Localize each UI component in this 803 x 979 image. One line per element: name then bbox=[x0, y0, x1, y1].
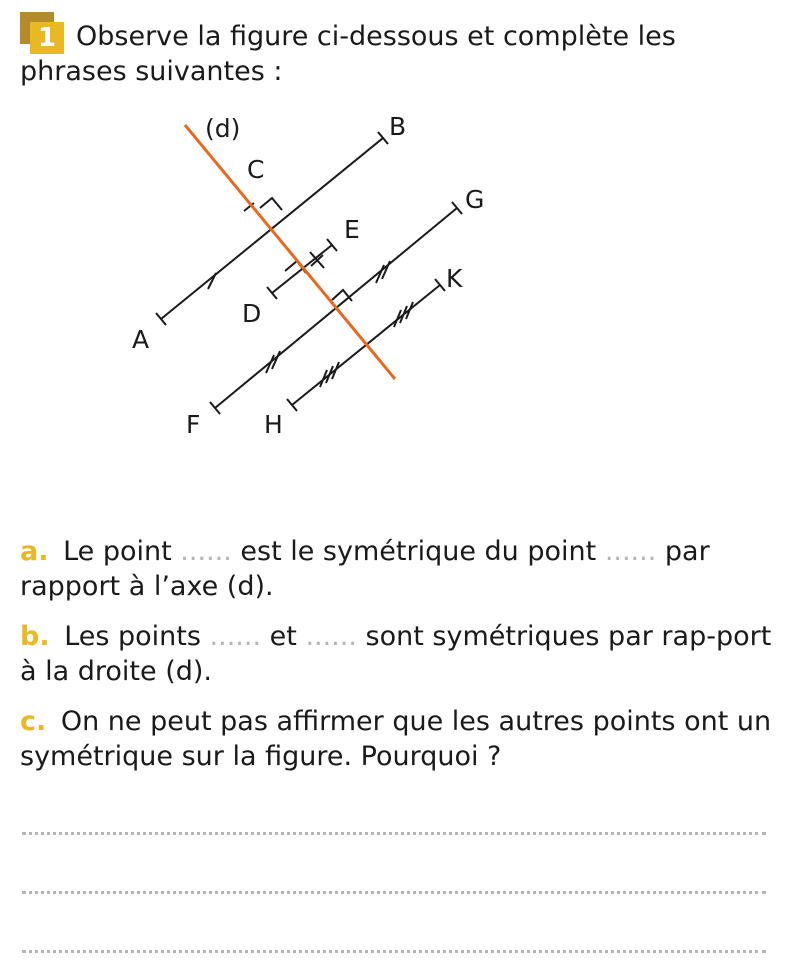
answer-line-2[interactable] bbox=[22, 891, 766, 894]
question-b-text-3: sont symétriques par rap-port à la droite (d). bbox=[20, 621, 772, 687]
question-b bbox=[20, 619, 785, 689]
point-label-f: F bbox=[186, 410, 201, 439]
axis-d-label: (d) bbox=[205, 114, 241, 143]
question-a-text-1: Le point bbox=[63, 536, 172, 567]
point-label-b: B bbox=[389, 112, 407, 141]
question-b-letter: b. bbox=[20, 621, 50, 652]
question-c-text: On ne peut pas affirmer que les autres points ont un symétrique sur la figure. Pourquoi ? bbox=[20, 706, 772, 772]
point-label-h: H bbox=[264, 410, 283, 439]
question-b-text-1: Les points bbox=[64, 621, 201, 652]
symmetry-figure bbox=[120, 105, 540, 450]
question-a-blank-2: ...... bbox=[604, 536, 657, 567]
axis-d bbox=[185, 125, 395, 379]
question-a-letter: a. bbox=[20, 536, 49, 567]
end-tick-b bbox=[378, 132, 388, 144]
exercise-number: 1 bbox=[30, 22, 64, 54]
end-tick-d bbox=[267, 287, 277, 299]
mark-triple-hk-2 bbox=[326, 366, 333, 383]
question-c bbox=[20, 704, 785, 774]
question-a-text-3: par rapport à l’axe (d). bbox=[20, 536, 710, 602]
answer-line-3[interactable] bbox=[22, 950, 766, 953]
mark-single-ab bbox=[208, 273, 216, 289]
point-label-k: K bbox=[446, 264, 463, 293]
question-b-blank-2: ...... bbox=[305, 621, 357, 652]
end-tick-h bbox=[287, 399, 297, 411]
point-label-g: G bbox=[465, 185, 485, 214]
point-label-e: E bbox=[344, 215, 360, 244]
right-angle-ab bbox=[260, 198, 282, 210]
question-a bbox=[20, 534, 785, 604]
right-angle-fg bbox=[332, 290, 352, 301]
question-a-blank-1: ...... bbox=[180, 536, 232, 567]
question-b-blank-1: ...... bbox=[209, 621, 262, 652]
end-tick-e bbox=[327, 239, 337, 251]
mark-triple-hk-5 bbox=[400, 306, 407, 323]
point-label-d: D bbox=[242, 299, 262, 328]
end-tick-k bbox=[435, 279, 445, 291]
point-label-a: A bbox=[132, 325, 150, 354]
question-a-text-2: est le symétrique du point bbox=[240, 536, 597, 567]
end-tick-f bbox=[210, 402, 220, 414]
end-tick-a bbox=[156, 313, 166, 325]
exercise-instruction: Observe la figure ci-dessous et complète les phrases suivantes : bbox=[20, 21, 676, 87]
end-tick-g bbox=[452, 202, 462, 214]
question-c-letter: c. bbox=[20, 706, 47, 737]
question-b-text-2: et bbox=[269, 621, 297, 652]
answer-line-1[interactable] bbox=[22, 832, 766, 835]
point-label-c: C bbox=[247, 155, 265, 184]
